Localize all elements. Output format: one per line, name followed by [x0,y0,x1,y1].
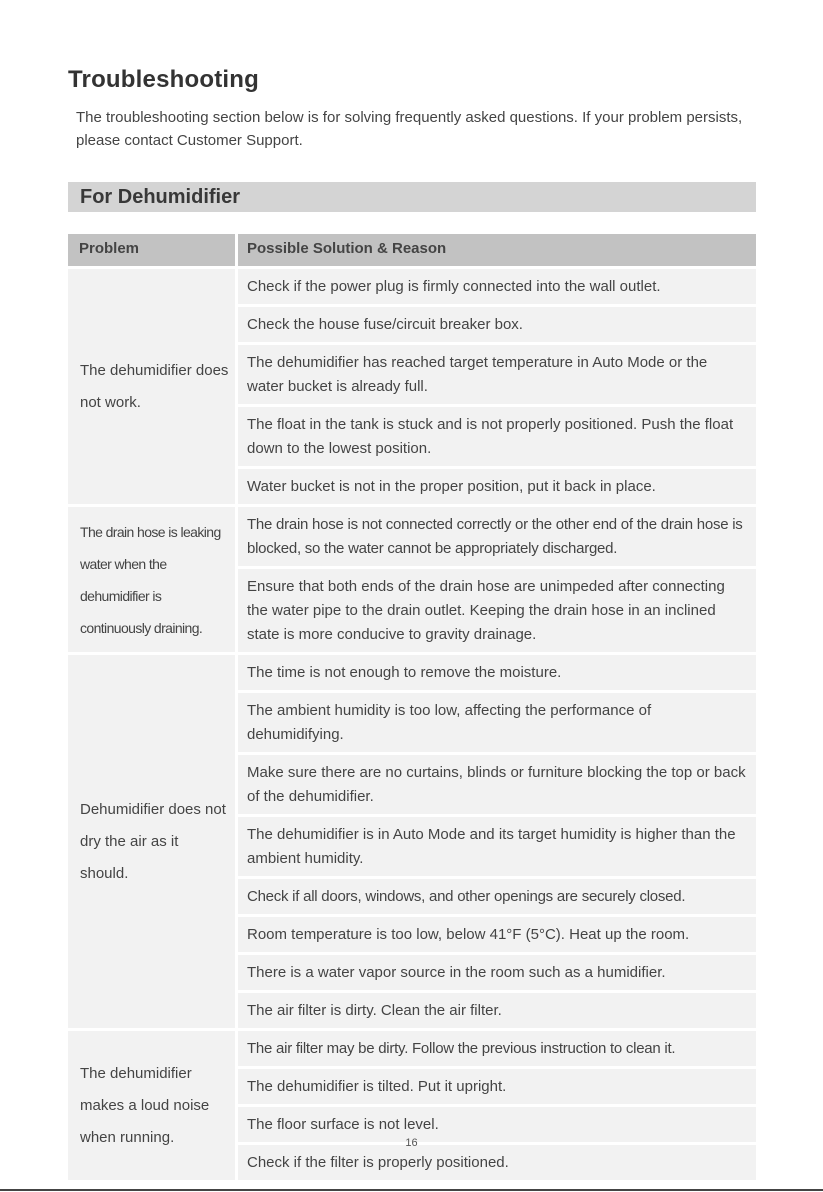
problem-cell [68,269,235,504]
solution-list [238,507,756,652]
solution-row: The air filter is dirty. Clean the air filter. [238,990,756,1028]
solution-row: Check if the filter is properly positioned. [238,1142,756,1180]
page-title: Troubleshooting [68,66,259,93]
solution-list [238,1031,756,1180]
solution-row: The drain hose is not connected correctly or the other end of the drain hose is blocked, so the water cannot be appropriately discharged. [238,507,756,566]
problem-text: The drain hose is leaking water when the dehumidifier is continuously draining. [80,523,221,636]
solution-row: The float in the tank is stuck and is not properly positioned. Push the float down to the lowest position. [238,404,756,466]
solution-row: The dehumidifier has reached target temperature in Auto Mode or the water bucket is already full. [238,342,756,404]
solution-row: The time is not enough to remove the moisture. [238,655,756,690]
solution-row: Make sure there are no curtains, blinds or furniture blocking the top or back of the dehumidifier. [238,752,756,814]
solution-row: The dehumidifier is tilted. Put it upright. [238,1066,756,1104]
solution-row: Room temperature is too low, below 41°F (5°C). Heat up the room. [238,914,756,952]
section-title: For Dehumidifier [80,186,241,208]
problem-column-header [68,234,235,266]
solution-row: Ensure that both ends of the drain hose are unimpeded after connecting the water pipe to the drain outlet. Keeping the drain hose in an inclined state is more conducive to gravity drainage. [238,566,756,652]
solution-list [238,655,756,1028]
solution-row: There is a water vapor source in the room such as a humidifier. [238,952,756,990]
solution-row: Check if the power plug is firmly connected into the wall outlet. [238,269,756,304]
problem-text: The dehumidifier makes a loud noise when running. [80,1064,210,1146]
problem-group-loud-noise [68,1031,756,1180]
solution-row: Check if all doors, windows, and other openings are securely closed. [238,876,756,914]
solution-row: Water bucket is not in the proper position, put it back in place. [238,466,756,504]
problem-group-not-working [68,269,756,504]
solution-header-label: Possible Solution & Reason [247,240,447,257]
solution-list [238,269,756,504]
solution-row: Check the house fuse/circuit breaker box. [238,304,756,342]
problem-cell [68,507,235,652]
problem-text: The dehumidifier does not work. [80,361,229,411]
problem-cell [68,1031,235,1180]
bottom-divider [0,1189,823,1191]
solution-row: The dehumidifier is in Auto Mode and its target humidity is higher than the ambient humidity. [238,814,756,876]
problem-header-label: Problem [79,240,140,257]
solution-column-header [238,234,756,266]
problem-group-not-drying [68,655,756,1028]
problem-text: Dehumidifier does not dry the air as it should. [80,800,226,882]
intro-paragraph: The troubleshooting section below is for solving frequently asked questions. If your problem persists, please contact Customer Support. [76,109,743,149]
solution-row: The air filter may be dirty. Follow the previous instruction to clean it. [238,1031,756,1066]
solution-row: The ambient humidity is too low, affecting the performance of dehumidifying. [238,690,756,752]
problem-group-drain-hose-leak [68,507,756,652]
troubleshooting-table [68,234,756,1180]
problem-cell [68,655,235,1028]
section-header-bar [68,182,756,212]
table-header-row [68,234,756,266]
solution-row: The floor surface is not level. [238,1104,756,1142]
page-number: 16 [405,1137,418,1149]
